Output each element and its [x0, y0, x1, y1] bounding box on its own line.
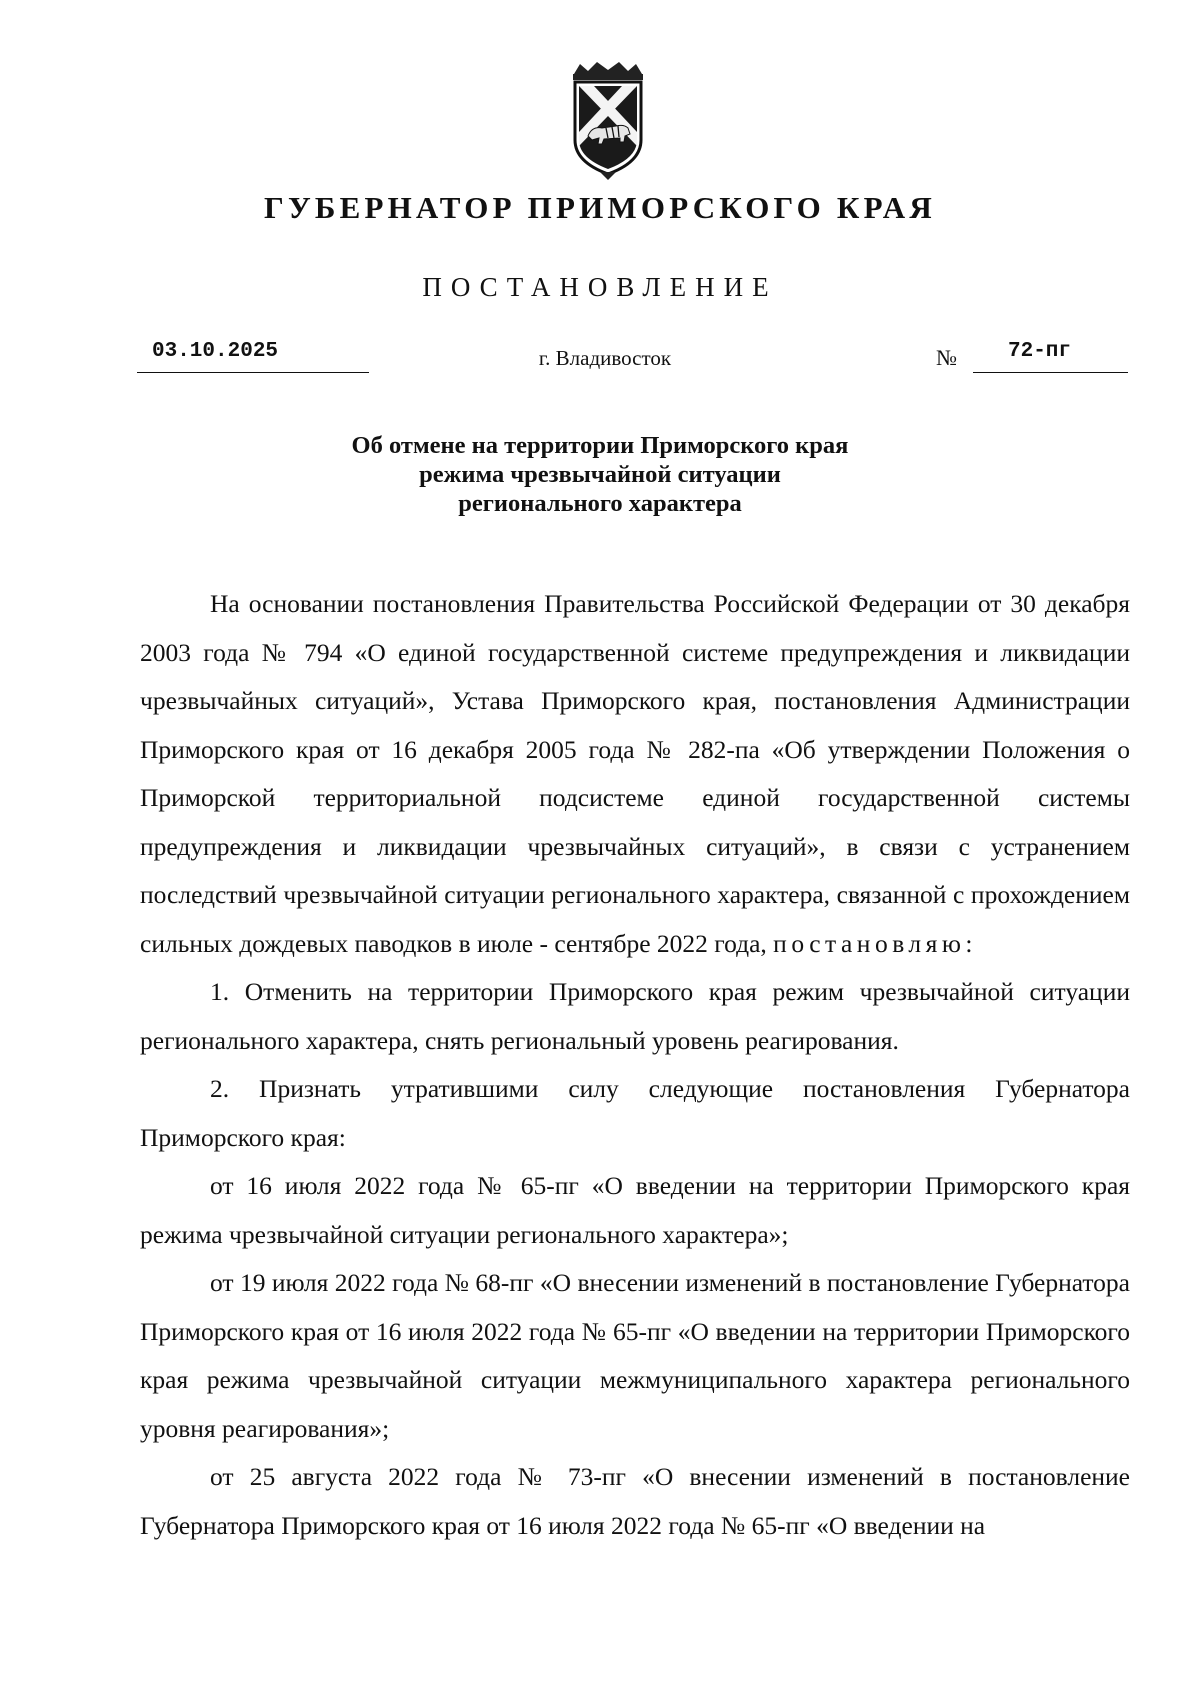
document-city: г. Владивосток	[538, 346, 672, 370]
number-sign: №	[936, 345, 957, 370]
governor-title: ГУБЕРНАТОР ПРИМОРСКОГО КРАЯ	[264, 190, 936, 225]
subject-line-2: режима чрезвычайной ситуации	[419, 461, 781, 488]
preamble-paragraph	[140, 580, 1130, 968]
subject-line-3: регионального характера	[458, 490, 742, 517]
preamble-text: На основании постановления Правительства Российской Федерации от 30 декабря 2003 года № 794 «О единой государственной системе предупреждения и ликвидации чрезвычайных ситуаций», Устава Приморского края, постановления Администрации Приморского края от 16 декабря 2005 года № 282-па «Об утверждении Положения о Приморской территориальной подсистеме единой государственной системы предупреждения и ликвидации чрезвычайных ситуаций», в связи с устранением последствий чрезвычайной ситуации регионального характера, связанной с прохождением сильных дождевых паводков в июле - сентябре 2022 года,	[140, 589, 1130, 958]
repealed-decree-3: от 25 августа 2022 года № 73-пг «О внесении изменений в постановление Губернатора Приморского края от 16 июля 2022 года № 65-пг «О введении на	[140, 1462, 1130, 1540]
repealed-decree-1: от 16 июля 2022 года № 65-пг «О введении на территории Приморского края режима чрезвычайной ситуации регионального характера»;	[140, 1171, 1130, 1249]
repealed-decree-2: от 19 июля 2022 года № 68-пг «О внесении изменений в постановление Губернатора Приморского края от 16 июля 2022 года № 65-пг «О введении на территории Приморского края режима чрезвычайной ситуации межмуниципального характера регионального уровня реагирования»;	[140, 1268, 1130, 1443]
document-date: 03.10.2025	[137, 340, 369, 373]
item-1-paragraph: 1. Отменить на территории Приморского края режим чрезвычайной ситуации регионального характера, снять региональный уровень реагирования.	[140, 977, 1130, 1055]
document-type: ПОСТАНОВЛЕНИЕ	[422, 272, 778, 302]
primorsky-krai-coat-of-arms-icon	[570, 62, 646, 180]
subject-line-1: Об отмене на территории Приморского края	[351, 432, 849, 459]
document-body	[140, 580, 1130, 1550]
item-2-paragraph: 2. Признать утратившими силу следующие постановления Губернатора Приморского края:	[140, 1074, 1130, 1152]
decree-word: постановляю:	[773, 928, 977, 958]
document-number: 72-пг	[973, 340, 1128, 373]
document-subject	[0, 431, 1200, 518]
